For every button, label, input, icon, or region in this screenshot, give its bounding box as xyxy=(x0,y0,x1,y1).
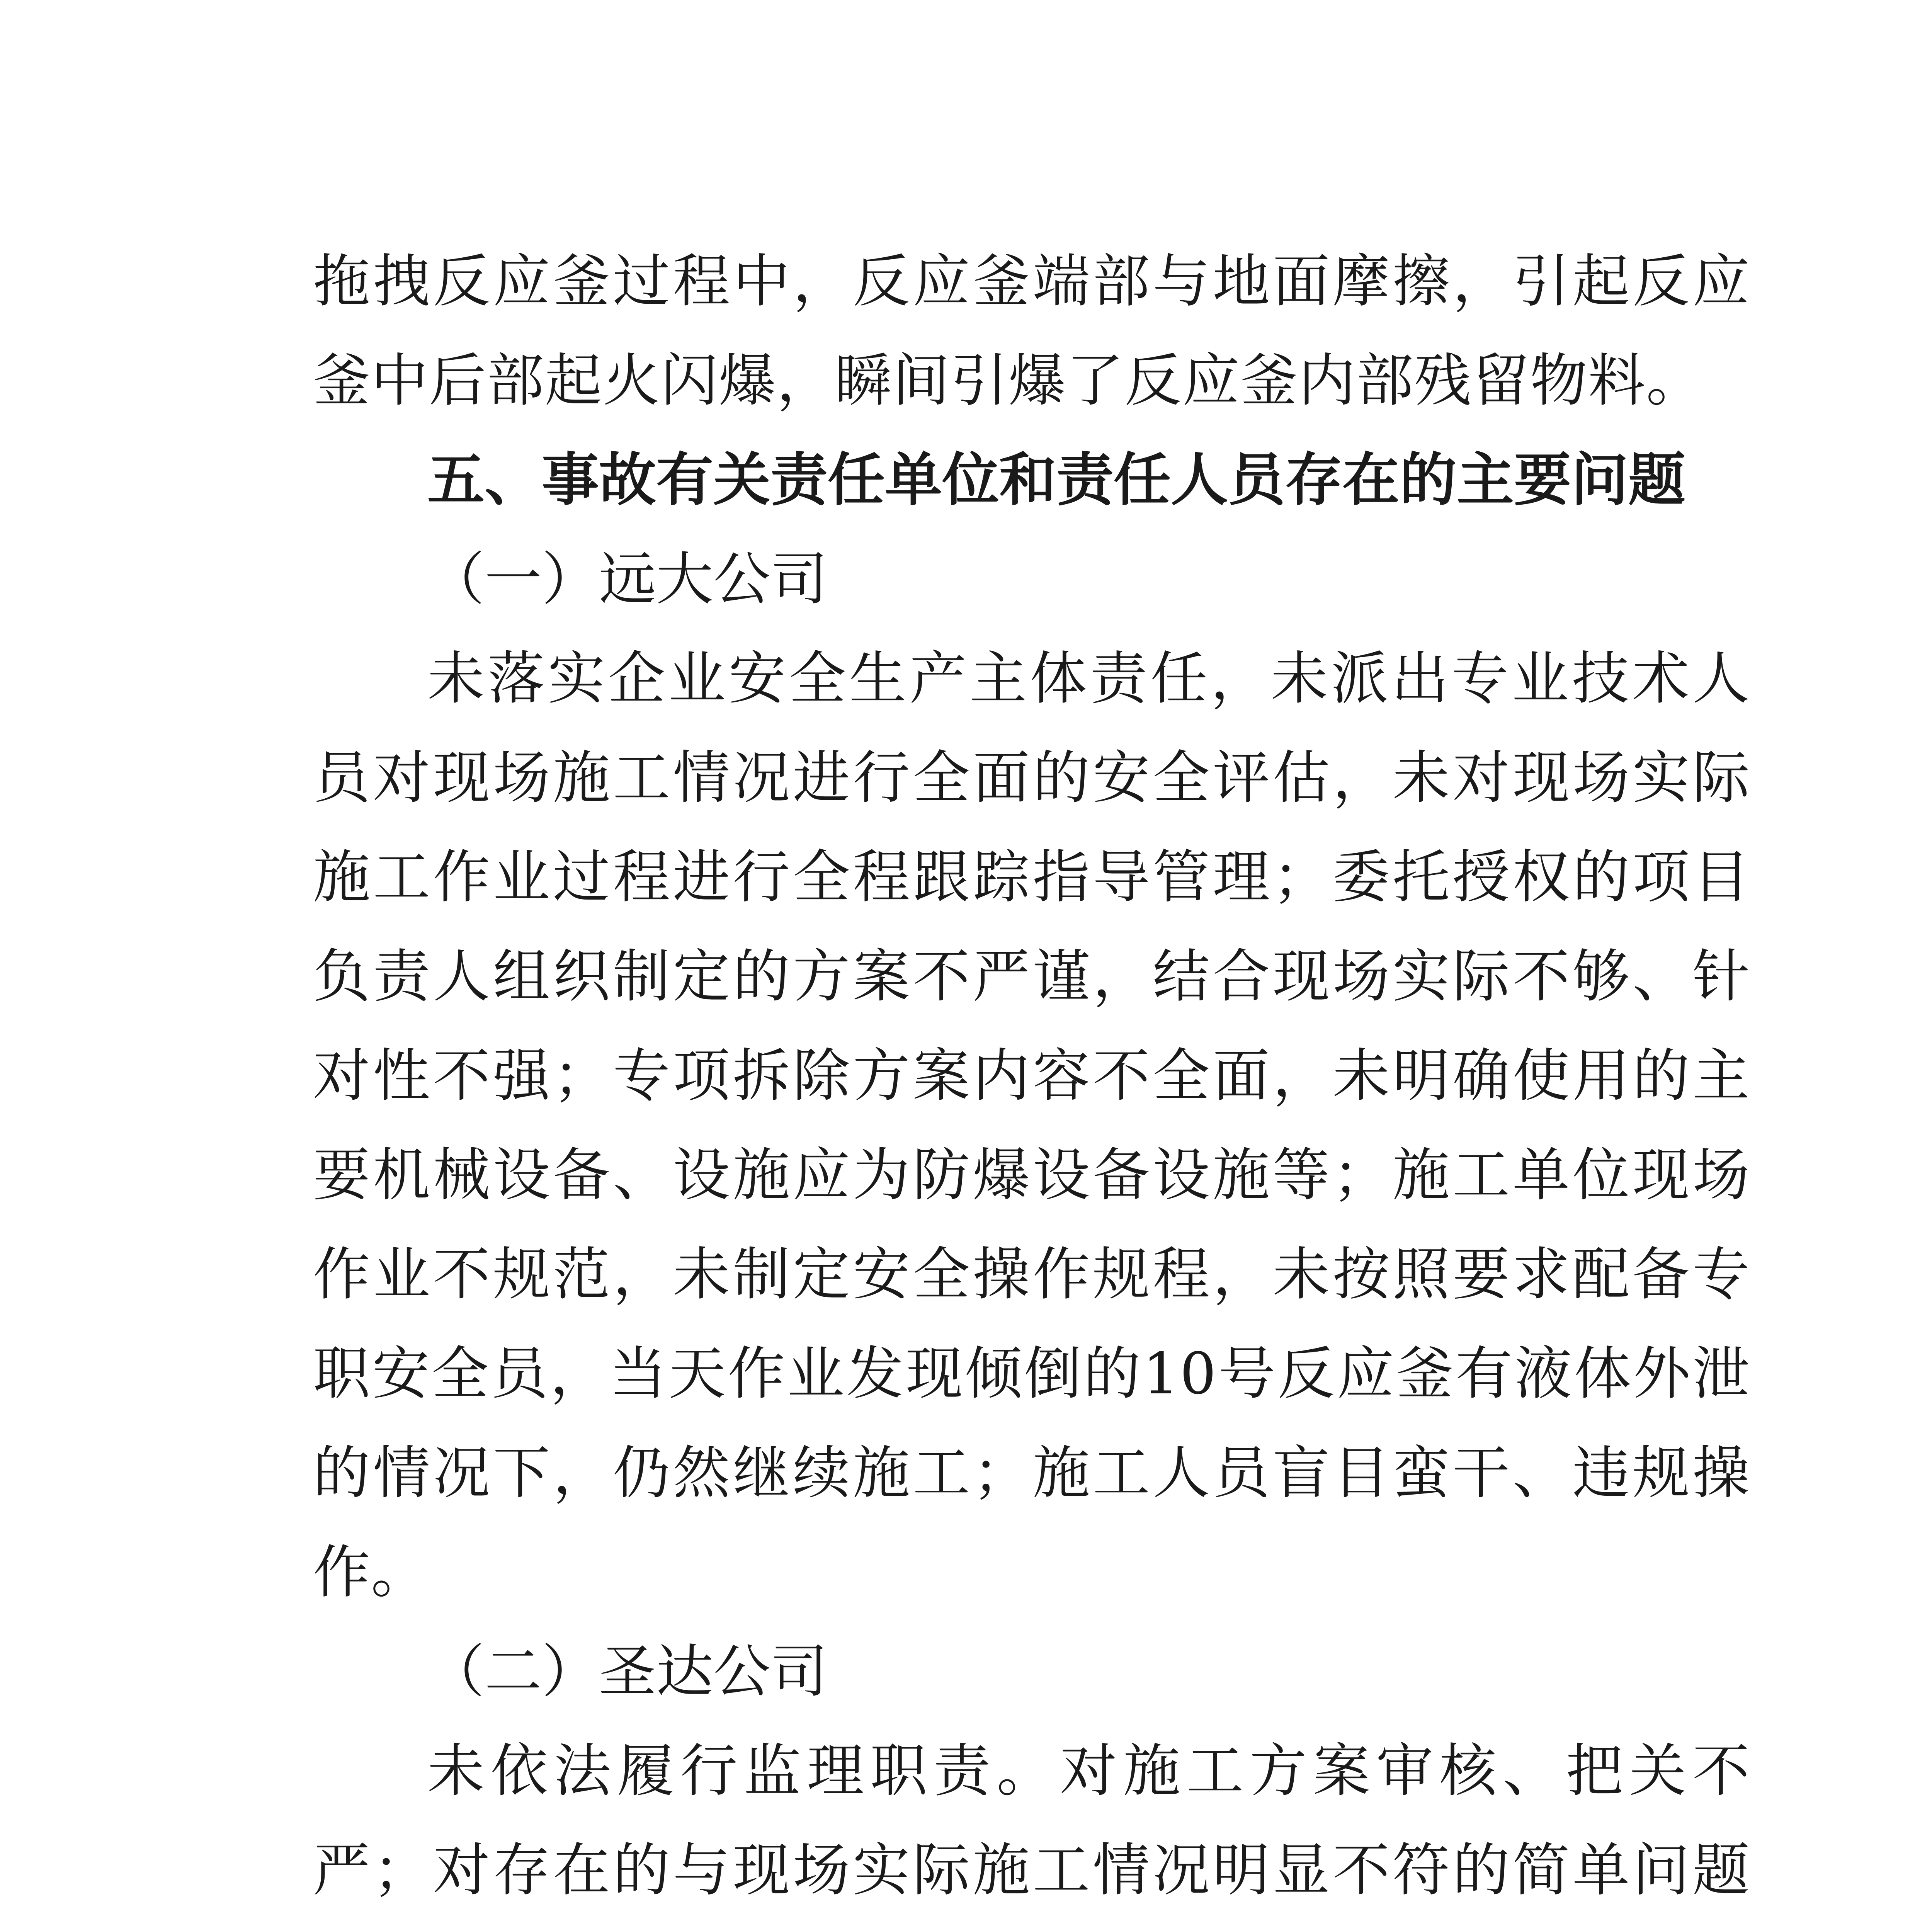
subsection-heading-2: （二）圣达公司 xyxy=(427,1638,828,1705)
document-body xyxy=(313,232,1750,1932)
continuation-paragraph: 拖拽反应釜过程中，反应釜端部与地面摩擦，引起反应釜中后部起火闪爆，瞬间引爆了反应釜内部残留物料。 xyxy=(313,248,1750,414)
subsection-body-1: 未落实企业安全生产主体责任，未派出专业技术人员对现场施工情况进行全面的安全评估，未对现场实际施工作业过程进行全程跟踪指导管理；委托授权的项目负责人组织制定的方案不严谨，结合现场实际不够、针对性不强；专项拆除方案内容不全面，未明确使用的主要机械设备、设施应为防爆设备设施等；施工单位现场作业不规范，未制定安全操作规程，未按照要求配备专职安全员，当天作业发现倾倒的10号反应釜有液体外泄的情况下，仍然继续施工；施工人员盲目蛮干、违规操作。 xyxy=(313,645,1750,1605)
subsection-body-2: 未依法履行监理职责。对施工方案审核、把关不严；对存在的与现场实际施工情况明显不符的简单问题 xyxy=(313,1738,1750,1903)
section-heading: 五、事故有关责任单位和责任人员存在的主要问题 xyxy=(427,447,1685,513)
subsection-heading-1: （一）远大公司 xyxy=(427,546,828,612)
